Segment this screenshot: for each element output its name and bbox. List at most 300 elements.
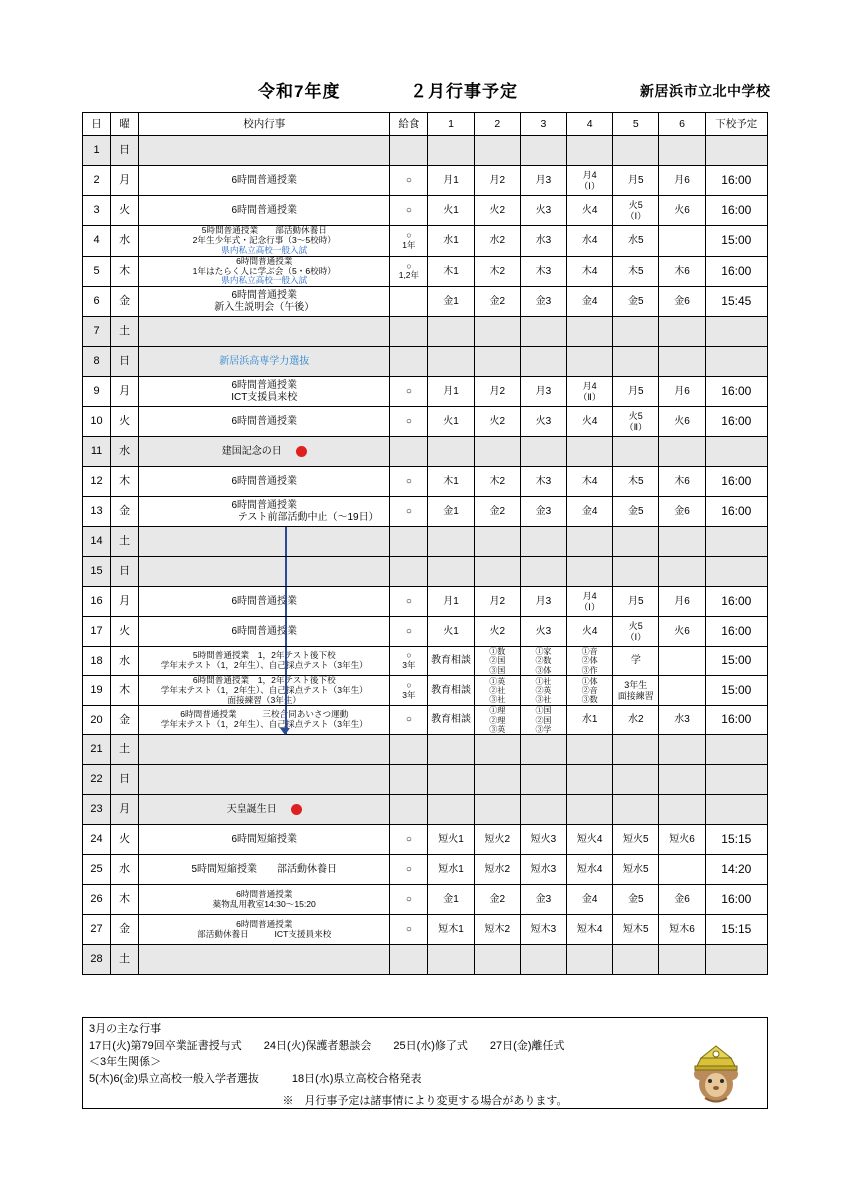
cell-lunch: ○ 1年	[390, 226, 428, 257]
footer-line-3: 5(木)6(金)県立高校一般入学者選抜 18日(水)県立高校合格発表	[89, 1072, 422, 1085]
cell-period-1	[428, 735, 474, 765]
cell-period-3: 月3	[520, 166, 566, 196]
column-header-6: 3	[520, 113, 566, 136]
cell-weekday: 水	[111, 437, 139, 467]
table-row	[83, 347, 768, 377]
cell-period-1	[428, 945, 474, 975]
cell-period-2: 月2	[474, 587, 520, 617]
cell-weekday: 土	[111, 317, 139, 347]
cell-period-6: 木6	[659, 256, 705, 287]
cell-period-4: 金4	[567, 885, 613, 915]
cell-period-3	[520, 136, 566, 166]
cell-period-2: ①英 ②社 ③社	[474, 675, 520, 706]
cell-period-4	[567, 347, 613, 377]
test-period-bar	[285, 647, 287, 675]
table-row	[83, 825, 768, 855]
cell-period-5: 金5	[613, 885, 659, 915]
cell-dismissal-time: 15:00	[705, 675, 767, 706]
cell-period-3: 短水3	[520, 855, 566, 885]
cell-dismissal-time	[705, 437, 767, 467]
cell-dismissal-time	[705, 136, 767, 166]
cell-events: 6時間普通授業	[139, 467, 390, 497]
table-row	[83, 885, 768, 915]
cell-period-3	[520, 527, 566, 557]
cell-weekday: 金	[111, 706, 139, 735]
column-header-3: 給食	[390, 113, 428, 136]
table-row	[83, 256, 768, 287]
cell-weekday: 日	[111, 557, 139, 587]
cell-lunch	[390, 347, 428, 377]
cell-period-1: 火1	[428, 196, 474, 226]
cell-dismissal-time: 16:00	[705, 706, 767, 735]
cell-period-3: 木3	[520, 256, 566, 287]
column-header-5: 2	[474, 113, 520, 136]
cell-dismissal-time: 15:15	[705, 825, 767, 855]
column-header-4: 1	[428, 113, 474, 136]
cell-dismissal-time: 14:20	[705, 855, 767, 885]
cell-period-5: 火5 （Ⅰ）	[613, 617, 659, 647]
cell-day: 17	[83, 617, 111, 647]
table-row	[83, 675, 768, 706]
cell-period-2: 火2	[474, 617, 520, 647]
cell-weekday: 日	[111, 765, 139, 795]
table-header-row	[83, 113, 768, 136]
cell-period-3: 金3	[520, 287, 566, 317]
cell-period-5	[613, 765, 659, 795]
cell-period-3: ①社 ②英 ③社	[520, 675, 566, 706]
cell-period-3: 火3	[520, 617, 566, 647]
cell-lunch: ○ 3年	[390, 675, 428, 706]
cell-period-3: 火3	[520, 196, 566, 226]
cell-day: 10	[83, 407, 111, 437]
cell-period-2	[474, 795, 520, 825]
cell-weekday: 木	[111, 885, 139, 915]
cell-weekday: 木	[111, 675, 139, 706]
cell-period-2: 水2	[474, 226, 520, 257]
cell-dismissal-time: 15:00	[705, 647, 767, 676]
cell-weekday: 土	[111, 735, 139, 765]
cell-period-4: 月4 （Ⅰ）	[567, 587, 613, 617]
cell-lunch: ○	[390, 196, 428, 226]
footer-line-2: ＜3年生関係＞	[89, 1056, 162, 1068]
cell-period-5: 月5	[613, 377, 659, 407]
test-period-bar	[285, 527, 287, 556]
cell-period-2	[474, 527, 520, 557]
cell-events	[139, 735, 390, 765]
cell-period-2	[474, 945, 520, 975]
cell-events: 6時間普通授業 テスト前部活動中止（～19日）	[139, 497, 390, 527]
table-row	[83, 497, 768, 527]
cell-lunch: ○ 1,2年	[390, 256, 428, 287]
cell-period-4: 月4 （Ⅱ）	[567, 377, 613, 407]
cell-period-4: 木4	[567, 256, 613, 287]
cell-period-3: 短木3	[520, 915, 566, 945]
cell-day: 7	[83, 317, 111, 347]
cell-lunch: ○	[390, 885, 428, 915]
cell-period-2	[474, 347, 520, 377]
table-row	[83, 377, 768, 407]
cell-period-5: 短水5	[613, 855, 659, 885]
cell-day: 24	[83, 825, 111, 855]
cell-weekday: 水	[111, 647, 139, 676]
cell-period-4: 金4	[567, 287, 613, 317]
cell-period-6	[659, 136, 705, 166]
cell-lunch: ○	[390, 166, 428, 196]
cell-dismissal-time: 16:00	[705, 885, 767, 915]
cell-day: 2	[83, 166, 111, 196]
cell-day: 19	[83, 675, 111, 706]
cell-day: 22	[83, 765, 111, 795]
cell-period-1: 水1	[428, 226, 474, 257]
table-row	[83, 557, 768, 587]
cell-period-2	[474, 317, 520, 347]
cell-period-6	[659, 735, 705, 765]
table-row	[83, 795, 768, 825]
cell-day: 21	[83, 735, 111, 765]
cell-dismissal-time	[705, 735, 767, 765]
cell-dismissal-time: 16:00	[705, 617, 767, 647]
cell-events: 6時間普通授業	[139, 617, 390, 647]
cell-period-1: 金1	[428, 885, 474, 915]
table-row	[83, 287, 768, 317]
cell-period-6	[659, 557, 705, 587]
cell-weekday: 火	[111, 617, 139, 647]
cell-events: 5時間短縮授業 部活動休養日	[139, 855, 390, 885]
cell-lunch: ○	[390, 617, 428, 647]
cell-lunch	[390, 527, 428, 557]
cell-period-4: 短火4	[567, 825, 613, 855]
cell-lunch: ○	[390, 407, 428, 437]
cell-period-4	[567, 765, 613, 795]
cell-events: 天皇誕生日	[139, 795, 390, 825]
cell-period-6: 金6	[659, 497, 705, 527]
cell-day: 6	[83, 287, 111, 317]
cell-dismissal-time: 16:00	[705, 587, 767, 617]
cell-lunch	[390, 795, 428, 825]
cell-dismissal-time: 16:00	[705, 256, 767, 287]
cell-dismissal-time	[705, 795, 767, 825]
cell-period-4	[567, 557, 613, 587]
cell-period-1: 教育相談	[428, 706, 474, 735]
cell-day: 4	[83, 226, 111, 257]
cell-lunch	[390, 945, 428, 975]
cell-period-5	[613, 347, 659, 377]
cell-weekday: 日	[111, 347, 139, 377]
cell-period-5	[613, 735, 659, 765]
cell-period-4: 月4 （Ⅰ）	[567, 166, 613, 196]
cell-period-5	[613, 317, 659, 347]
header-era: 令和7年度	[258, 82, 341, 101]
cell-dismissal-time: 16:00	[705, 166, 767, 196]
cell-day: 14	[83, 527, 111, 557]
cell-dismissal-time: 15:00	[705, 226, 767, 257]
cell-period-2: 木2	[474, 256, 520, 287]
footer-note: ※ 月行事予定は諸事情により変更する場合があります。	[282, 1095, 568, 1107]
cell-events	[139, 765, 390, 795]
cell-period-5: 月5	[613, 587, 659, 617]
cell-period-6	[659, 647, 705, 676]
cell-events	[139, 557, 390, 587]
schedule-table	[82, 112, 768, 975]
cell-period-5	[613, 557, 659, 587]
holiday-marker-icon	[291, 804, 302, 815]
cell-period-3: 火3	[520, 407, 566, 437]
cell-lunch: ○ 3年	[390, 647, 428, 676]
cell-period-4: 火4	[567, 617, 613, 647]
cell-period-3	[520, 317, 566, 347]
cell-period-5	[613, 945, 659, 975]
cell-period-6	[659, 675, 705, 706]
cell-period-5: 木5	[613, 467, 659, 497]
table-row	[83, 226, 768, 257]
cell-period-4: 短木4	[567, 915, 613, 945]
cell-period-3	[520, 945, 566, 975]
cell-period-3	[520, 557, 566, 587]
cell-day: 12	[83, 467, 111, 497]
cell-events: 6時間普通授業 1，2年テスト後下校 学年末テスト（1，2年生）、自己採点テスト（3年生） 面接練習（3年生）	[139, 675, 390, 706]
cell-weekday: 月	[111, 377, 139, 407]
cell-period-1: 木1	[428, 467, 474, 497]
cell-period-6	[659, 795, 705, 825]
cell-events: 6時間普通授業 1年はたらく人に学ぶ会（5・6校時） 県内私立高校一般入試	[139, 256, 390, 287]
cell-period-3: 水3	[520, 226, 566, 257]
cell-weekday: 水	[111, 226, 139, 257]
footer-box	[82, 1017, 768, 1109]
cell-period-6: 短火6	[659, 825, 705, 855]
cell-lunch	[390, 136, 428, 166]
cell-period-4	[567, 437, 613, 467]
cell-period-1: 火1	[428, 617, 474, 647]
cell-period-3	[520, 765, 566, 795]
cell-period-1: 教育相談	[428, 675, 474, 706]
cell-period-4: ①体 ②音 ③数	[567, 675, 613, 706]
cell-dismissal-time	[705, 945, 767, 975]
cell-period-5	[613, 437, 659, 467]
cell-period-6	[659, 347, 705, 377]
cell-period-1	[428, 347, 474, 377]
cell-day: 9	[83, 377, 111, 407]
cell-period-4: 金4	[567, 497, 613, 527]
table-row	[83, 647, 768, 676]
cell-weekday: 木	[111, 467, 139, 497]
cell-period-1	[428, 765, 474, 795]
cell-period-6: 火6	[659, 407, 705, 437]
test-period-bar	[285, 617, 287, 646]
cell-period-2: 短火2	[474, 825, 520, 855]
cell-period-5: 火5 （Ⅰ）	[613, 196, 659, 226]
cell-weekday: 火	[111, 407, 139, 437]
table-row	[83, 735, 768, 765]
cell-period-4	[567, 136, 613, 166]
cell-period-2	[474, 765, 520, 795]
cell-period-2: 月2	[474, 377, 520, 407]
cell-period-2: 短木2	[474, 915, 520, 945]
cell-lunch: ○	[390, 467, 428, 497]
cell-period-1: 月1	[428, 587, 474, 617]
table-row	[83, 706, 768, 735]
cell-period-5: 学	[613, 647, 659, 676]
cell-dismissal-time	[705, 527, 767, 557]
page-title: ２月行事予定	[410, 82, 518, 101]
cell-period-4: 火4	[567, 407, 613, 437]
column-header-7: 4	[567, 113, 613, 136]
cell-period-5: 木5	[613, 256, 659, 287]
cell-dismissal-time	[705, 347, 767, 377]
cell-events: 6時間普通授業 新入生説明会（午後）	[139, 287, 390, 317]
cell-period-6: 木6	[659, 467, 705, 497]
cell-period-6	[659, 317, 705, 347]
cell-period-3: 金3	[520, 885, 566, 915]
table-row	[83, 527, 768, 557]
cell-lunch: ○	[390, 915, 428, 945]
cell-period-4: 火4	[567, 196, 613, 226]
cell-day: 5	[83, 256, 111, 287]
cell-lunch	[390, 557, 428, 587]
cell-period-5: 水2	[613, 706, 659, 735]
cell-dismissal-time: 16:00	[705, 377, 767, 407]
cell-period-6: 金6	[659, 885, 705, 915]
cell-period-6	[659, 226, 705, 257]
cell-period-1: 木1	[428, 256, 474, 287]
footer-line-1: 17日(火)第79回卒業証書授与式 24日(火)保護者懇談会 25日(水)修了式 27日(金)離任式	[89, 1039, 565, 1052]
column-header-10: 下校予定	[705, 113, 767, 136]
test-period-bar	[285, 676, 287, 706]
cell-period-3	[520, 347, 566, 377]
cell-period-6: 月6	[659, 377, 705, 407]
cell-weekday: 火	[111, 825, 139, 855]
cell-period-2: 月2	[474, 166, 520, 196]
cell-day: 1	[83, 136, 111, 166]
cell-lunch	[390, 765, 428, 795]
cell-period-2	[474, 136, 520, 166]
cell-period-4	[567, 735, 613, 765]
cell-period-5	[613, 527, 659, 557]
cell-period-6	[659, 945, 705, 975]
cell-period-4: 水4	[567, 226, 613, 257]
cell-period-3	[520, 735, 566, 765]
cell-period-1: 短木1	[428, 915, 474, 945]
cell-period-4	[567, 945, 613, 975]
cell-period-4: 木4	[567, 467, 613, 497]
column-header-8: 5	[613, 113, 659, 136]
cell-events: 6時間普通授業	[139, 407, 390, 437]
cell-day: 26	[83, 885, 111, 915]
cell-period-1: 短水1	[428, 855, 474, 885]
cell-period-3: 月3	[520, 377, 566, 407]
footer-heading: 3月の主な行事	[89, 1023, 162, 1035]
cell-weekday: 火	[111, 196, 139, 226]
header-school-name: 新居浜市立北中学校	[640, 83, 771, 99]
cell-lunch: ○	[390, 855, 428, 885]
cell-events: 6時間普通授業	[139, 587, 390, 617]
cell-weekday: 金	[111, 915, 139, 945]
cell-day: 20	[83, 706, 111, 735]
cell-events: 6時間普通授業	[139, 196, 390, 226]
cell-period-3: 金3	[520, 497, 566, 527]
cell-period-1: 月1	[428, 166, 474, 196]
cell-events: 新居浜高専学力選抜	[139, 347, 390, 377]
cell-period-5: 3年生 面接練習	[613, 675, 659, 706]
cell-period-4	[567, 795, 613, 825]
cell-period-5: 金5	[613, 497, 659, 527]
cell-period-2: 金2	[474, 287, 520, 317]
cell-dismissal-time: 16:00	[705, 467, 767, 497]
cell-weekday: 土	[111, 527, 139, 557]
table-row	[83, 945, 768, 975]
cell-period-6	[659, 765, 705, 795]
column-header-0: 日	[83, 113, 111, 136]
cell-lunch	[390, 287, 428, 317]
table-row	[83, 467, 768, 497]
cell-period-5: 火5 （Ⅱ）	[613, 407, 659, 437]
cell-events: 6時間普通授業 部活動休養日 ICT支援員来校	[139, 915, 390, 945]
cell-day: 13	[83, 497, 111, 527]
cell-period-6: 金6	[659, 287, 705, 317]
table-row	[83, 915, 768, 945]
cell-period-4: ①音 ②体 ③作	[567, 647, 613, 676]
cell-day: 16	[83, 587, 111, 617]
test-period-bar	[285, 557, 287, 586]
cell-period-5: 月5	[613, 166, 659, 196]
cell-weekday: 金	[111, 287, 139, 317]
column-header-2: 校内行事	[139, 113, 390, 136]
cell-events: 5時間普通授業 部活動休養日 2年生少年式・記念行事（3～5校時） 県内私立高校一般入試	[139, 226, 390, 257]
cell-period-5: 短火5	[613, 825, 659, 855]
cell-events: 6時間短縮授業	[139, 825, 390, 855]
cell-dismissal-time	[705, 765, 767, 795]
cell-weekday: 日	[111, 136, 139, 166]
cell-weekday: 金	[111, 497, 139, 527]
cell-events	[139, 945, 390, 975]
cell-period-2: ①理 ②理 ③英	[474, 706, 520, 735]
cell-lunch: ○	[390, 377, 428, 407]
cell-weekday: 水	[111, 855, 139, 885]
cell-events	[139, 527, 390, 557]
cell-period-2	[474, 437, 520, 467]
cell-events: 6時間普通授業 薬物乱用教室14:30～15:20	[139, 885, 390, 915]
cell-events: 6時間普通授業 ICT支援員来校	[139, 377, 390, 407]
cell-period-2: 火2	[474, 196, 520, 226]
cell-period-3: 月3	[520, 587, 566, 617]
cell-period-5: 金5	[613, 287, 659, 317]
cell-period-6: 短木6	[659, 915, 705, 945]
cell-weekday: 月	[111, 587, 139, 617]
cell-period-1	[428, 136, 474, 166]
cell-period-1: 短火1	[428, 825, 474, 855]
cell-period-2	[474, 735, 520, 765]
cell-period-4	[567, 527, 613, 557]
cell-events: 建国記念の日	[139, 437, 390, 467]
cell-lunch: ○	[390, 706, 428, 735]
cell-period-1	[428, 527, 474, 557]
cell-lunch	[390, 735, 428, 765]
cell-period-6: 火6	[659, 617, 705, 647]
cell-period-6: 水3	[659, 706, 705, 735]
cell-period-6	[659, 437, 705, 467]
cell-period-2: 金2	[474, 497, 520, 527]
cell-period-2: 金2	[474, 885, 520, 915]
cell-day: 11	[83, 437, 111, 467]
cell-lunch: ○	[390, 825, 428, 855]
cell-period-2: 木2	[474, 467, 520, 497]
cell-period-6: 火6	[659, 196, 705, 226]
cell-period-3: ①家 ②数 ③体	[520, 647, 566, 676]
cell-period-3: 短火3	[520, 825, 566, 855]
test-period-bar	[285, 587, 287, 616]
column-header-1: 曜	[111, 113, 139, 136]
cell-weekday: 月	[111, 795, 139, 825]
holiday-marker-icon	[296, 446, 307, 457]
